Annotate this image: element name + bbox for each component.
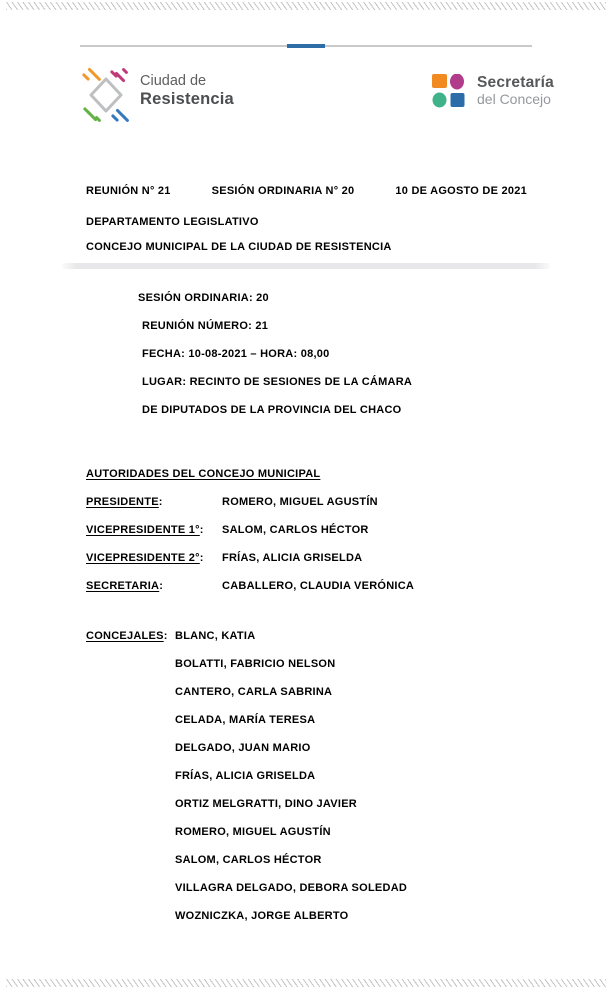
concejal-row [86, 706, 546, 734]
colon: : [199, 552, 204, 564]
concejales-block [86, 622, 546, 930]
city-logo-line1: Ciudad de [140, 73, 207, 89]
authority-row [86, 572, 546, 600]
session-info-block [138, 284, 412, 424]
department-title: DEPARTAMENTO LEGISLATIVO [86, 216, 259, 228]
concejal-name: ROMERO, MIGUEL AGUSTÍN [175, 826, 331, 838]
top-decorative-band [6, 2, 606, 10]
concejal-name: BOLATTI, FABRICIO NELSON [175, 658, 336, 670]
session-info-line: SESIÓN ORDINARIA: 20 [138, 292, 269, 304]
authorities-rows [86, 488, 546, 600]
concejal-name: FRÍAS, ALICIA GRISELDA [175, 770, 316, 782]
authority-name: ROMERO, MIGUEL AGUSTÍN [222, 496, 378, 508]
colon: : [163, 630, 168, 642]
city-logo-text [140, 72, 234, 108]
authority-label: PRESIDENTE [86, 496, 159, 508]
secretariat-logo-icon [432, 74, 470, 109]
authority-name: SALOM, CARLOS HÉCTOR [222, 524, 369, 536]
authority-label: VICEPRESIDENTE 1° [86, 524, 200, 536]
authority-row [86, 544, 546, 572]
authority-name: CABALLERO, CLAUDIA VERÓNICA [222, 580, 415, 592]
header-meta-row [86, 183, 527, 199]
authority-row [86, 488, 546, 516]
concejales-label: CONCEJALES [86, 630, 164, 642]
concejal-name: VILLAGRA DELGADO, DEBORA SOLEDAD [175, 882, 408, 894]
concejal-row [86, 846, 546, 874]
concejal-name: BLANC, KATIA [175, 630, 256, 642]
authority-name: FRÍAS, ALICIA GRISELDA [222, 552, 363, 564]
session-info-line: DE DIPUTADOS DE LA PROVINCIA DEL CHACO [142, 404, 402, 416]
session-info-line: FECHA: 10-08-2021 – HORA: 08,00 [142, 348, 330, 360]
city-logo-icon [80, 66, 132, 122]
authority-label: VICEPRESIDENTE 2° [86, 552, 200, 564]
session-number: SESIÓN ORDINARIA N° 20 [211, 185, 355, 197]
session-info-line: LUGAR: RECINTO DE SESIONES DE LA CÁMARA [142, 376, 413, 388]
meeting-number: REUNIÓN N° 21 [86, 185, 171, 197]
concejal-row [86, 734, 546, 762]
colon: : [159, 580, 164, 592]
authorities-title: AUTORIDADES DEL CONCEJO MUNICIPAL [86, 468, 321, 480]
colon: : [158, 496, 163, 508]
concejal-row [86, 874, 546, 902]
concejal-row [86, 818, 546, 846]
bottom-decorative-band [6, 979, 606, 987]
concejal-row [86, 790, 546, 818]
header-rule [80, 45, 532, 47]
concejal-name: DELGADO, JUAN MARIO [175, 742, 311, 754]
session-date: 10 DE AGOSTO DE 2021 [395, 185, 527, 197]
secretariat-logo [432, 74, 470, 114]
city-logo [80, 66, 132, 127]
authority-label: SECRETARIA [86, 580, 160, 592]
concejal-name: CANTERO, CARLA SABRINA [175, 686, 333, 698]
secretariat-logo-line2: del Concejo [477, 91, 551, 107]
header-separator-band [62, 263, 550, 269]
header-rule-accent [287, 44, 325, 48]
concejal-row [86, 678, 546, 706]
colon: : [199, 524, 204, 536]
council-title: CONCEJO MUNICIPAL DE LA CIUDAD DE RESISTENCIA [86, 241, 392, 253]
concejal-name: CELADA, MARÍA TERESA [175, 714, 316, 726]
concejal-name: ORTIZ MELGRATTI, DINO JAVIER [175, 798, 357, 810]
concejal-row [86, 762, 546, 790]
secretariat-logo-text [477, 74, 554, 108]
concejal-name: SALOM, CARLOS HÉCTOR [175, 854, 322, 866]
concejal-name: WOZNICZKA, JORGE ALBERTO [175, 910, 349, 922]
secretariat-logo-line1: Secretaría [477, 74, 554, 91]
concejal-row [86, 650, 546, 678]
session-info-line: REUNIÓN NÚMERO: 21 [142, 320, 269, 332]
concejal-row [86, 902, 546, 930]
city-logo-line2: Resistencia [140, 90, 234, 108]
authority-row [86, 516, 546, 544]
concejales-first-row [86, 622, 546, 650]
